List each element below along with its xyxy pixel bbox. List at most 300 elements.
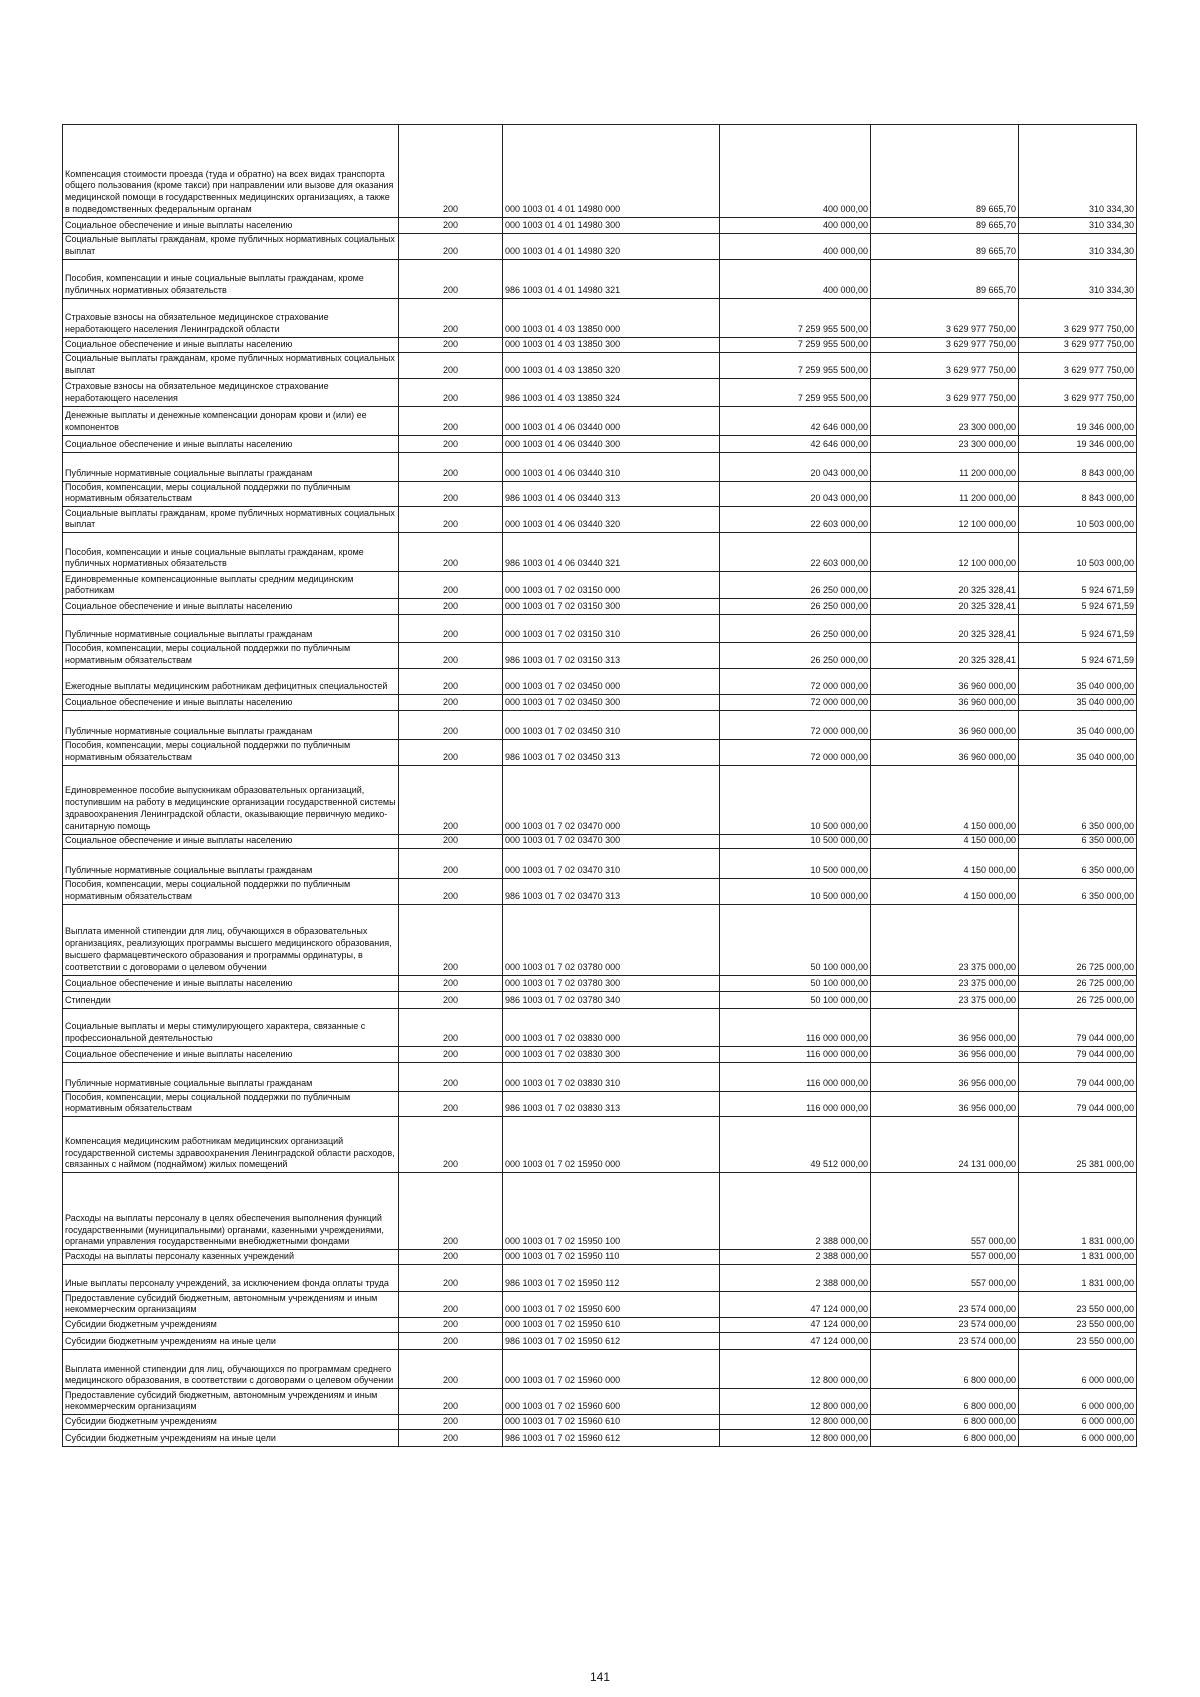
row-budget-code: 986 1003 01 4 03 13850 324 <box>503 378 720 406</box>
table-row <box>63 975 1137 991</box>
row-name: Пособия, компенсации, меры социальной поддержки по публичным нормативным обязательствам <box>63 481 399 507</box>
table-row <box>63 1333 1137 1350</box>
row-remaining-amount: 10 503 000,00 <box>1019 533 1137 572</box>
table-row <box>63 533 1137 572</box>
table-row <box>63 904 1137 975</box>
row-executed-amount: 4 150 000,00 <box>871 878 1019 904</box>
table-row <box>63 1318 1137 1333</box>
row-executed-amount: 20 325 328,41 <box>871 572 1019 599</box>
row-remaining-amount: 35 040 000,00 <box>1019 740 1137 766</box>
row-line-code: 200 <box>399 218 503 234</box>
row-name: Выплата именной стипендии для лиц, обучающихся по программам среднего медицинского образования, в соответствии с договорами о целевом обучении <box>63 1350 399 1389</box>
row-planned-amount: 47 124 000,00 <box>720 1292 871 1318</box>
row-budget-code: 986 1003 01 7 02 03450 313 <box>503 740 720 766</box>
row-remaining-amount: 310 334,30 <box>1019 234 1137 260</box>
row-name: Публичные нормативные социальные выплаты гражданам <box>63 1062 399 1091</box>
row-planned-amount: 50 100 000,00 <box>720 991 871 1008</box>
row-budget-code: 000 1003 01 4 06 03440 320 <box>503 507 720 533</box>
row-planned-amount: 7 259 955 500,00 <box>720 378 871 406</box>
row-executed-amount: 6 800 000,00 <box>871 1430 1019 1447</box>
row-planned-amount: 10 500 000,00 <box>720 848 871 878</box>
row-line-code: 200 <box>399 711 503 740</box>
row-name: Предоставление субсидий бюджетным, автономным учреждениям и иным некоммерческим организациям <box>63 1292 399 1318</box>
row-name: Субсидии бюджетным учреждениям на иные цели <box>63 1333 399 1350</box>
table-row <box>63 1062 1137 1091</box>
row-planned-amount: 2 388 000,00 <box>720 1173 871 1250</box>
table-row <box>63 452 1137 481</box>
row-executed-amount: 3 629 977 750,00 <box>871 298 1019 337</box>
row-name: Публичные нормативные социальные выплаты гражданам <box>63 848 399 878</box>
row-budget-code: 000 1003 01 4 01 14980 320 <box>503 234 720 260</box>
row-planned-amount: 116 000 000,00 <box>720 1091 871 1117</box>
row-remaining-amount: 3 629 977 750,00 <box>1019 337 1137 352</box>
row-remaining-amount: 6 350 000,00 <box>1019 834 1137 848</box>
row-name: Пособия, компенсации, меры социальной поддержки по публичным нормативным обязательствам <box>63 643 399 669</box>
row-executed-amount: 557 000,00 <box>871 1250 1019 1265</box>
row-executed-amount: 89 665,70 <box>871 125 1019 218</box>
row-executed-amount: 23 574 000,00 <box>871 1318 1019 1333</box>
row-name: Единовременное пособие выпускникам образовательных организаций, поступившим на работу в медицинские организации государственной системы здравоохранения Ленинградской области, оказывающие первичную медико-санитарную помощь <box>63 765 399 834</box>
row-budget-code: 000 1003 01 7 02 03450 000 <box>503 669 720 695</box>
row-line-code: 200 <box>399 695 503 711</box>
row-line-code: 200 <box>399 669 503 695</box>
row-remaining-amount: 25 381 000,00 <box>1019 1117 1137 1173</box>
table-row <box>63 711 1137 740</box>
table-row <box>63 234 1137 260</box>
table-row <box>63 848 1137 878</box>
row-executed-amount: 4 150 000,00 <box>871 765 1019 834</box>
row-executed-amount: 89 665,70 <box>871 218 1019 234</box>
row-remaining-amount: 1 831 000,00 <box>1019 1265 1137 1292</box>
row-budget-code: 986 1003 01 7 02 03470 313 <box>503 878 720 904</box>
row-line-code: 200 <box>399 507 503 533</box>
row-line-code: 200 <box>399 125 503 218</box>
row-name: Субсидии бюджетным учреждениям <box>63 1318 399 1333</box>
budget-table-body <box>63 125 1137 1447</box>
row-budget-code: 986 1003 01 7 02 15960 612 <box>503 1430 720 1447</box>
row-name: Социальное обеспечение и иные выплаты населению <box>63 337 399 352</box>
row-remaining-amount: 6 000 000,00 <box>1019 1430 1137 1447</box>
row-planned-amount: 400 000,00 <box>720 234 871 260</box>
row-name: Социальное обеспечение и иные выплаты населению <box>63 1046 399 1062</box>
table-row <box>63 991 1137 1008</box>
row-remaining-amount: 6 000 000,00 <box>1019 1389 1137 1415</box>
row-name: Субсидии бюджетным учреждениям на иные цели <box>63 1430 399 1447</box>
row-name: Социальные выплаты и меры стимулирующего характера, связанные с профессиональной деятельностью <box>63 1008 399 1046</box>
row-name: Расходы на выплаты персоналу в целях обеспечения выполнения функций государственными (муниципальными) органами, казенными учреждениями, органами управления государственными внебюджетными фондами <box>63 1173 399 1250</box>
row-executed-amount: 3 629 977 750,00 <box>871 337 1019 352</box>
row-budget-code: 986 1003 01 7 02 03780 340 <box>503 991 720 1008</box>
row-budget-code: 986 1003 01 4 06 03440 313 <box>503 481 720 507</box>
row-planned-amount: 72 000 000,00 <box>720 669 871 695</box>
row-planned-amount: 7 259 955 500,00 <box>720 352 871 378</box>
row-executed-amount: 24 131 000,00 <box>871 1117 1019 1173</box>
row-line-code: 200 <box>399 533 503 572</box>
row-budget-code: 000 1003 01 7 02 15950 100 <box>503 1173 720 1250</box>
row-executed-amount: 6 800 000,00 <box>871 1350 1019 1389</box>
row-name: Публичные нормативные социальные выплаты гражданам <box>63 615 399 643</box>
row-remaining-amount: 19 346 000,00 <box>1019 406 1137 435</box>
row-planned-amount: 400 000,00 <box>720 125 871 218</box>
table-row <box>63 298 1137 337</box>
row-name: Социальные выплаты гражданам, кроме публичных нормативных социальных выплат <box>63 507 399 533</box>
row-budget-code: 986 1003 01 7 02 03830 313 <box>503 1091 720 1117</box>
row-executed-amount: 4 150 000,00 <box>871 848 1019 878</box>
row-budget-code: 000 1003 01 4 03 13850 300 <box>503 337 720 352</box>
row-remaining-amount: 1 831 000,00 <box>1019 1173 1137 1250</box>
row-remaining-amount: 23 550 000,00 <box>1019 1318 1137 1333</box>
row-name: Социальные выплаты гражданам, кроме публичных нормативных социальных выплат <box>63 352 399 378</box>
table-row <box>63 218 1137 234</box>
row-planned-amount: 400 000,00 <box>720 218 871 234</box>
row-planned-amount: 72 000 000,00 <box>720 740 871 766</box>
table-row <box>63 878 1137 904</box>
row-planned-amount: 20 043 000,00 <box>720 452 871 481</box>
table-row <box>63 1389 1137 1415</box>
row-executed-amount: 12 100 000,00 <box>871 533 1019 572</box>
row-line-code: 200 <box>399 378 503 406</box>
row-name: Иные выплаты персоналу учреждений, за исключением фонда оплаты труда <box>63 1265 399 1292</box>
row-executed-amount: 12 100 000,00 <box>871 507 1019 533</box>
row-name: Пособия, компенсации, меры социальной поддержки по публичным нормативным обязательствам <box>63 878 399 904</box>
row-executed-amount: 4 150 000,00 <box>871 834 1019 848</box>
row-remaining-amount: 5 924 671,59 <box>1019 643 1137 669</box>
row-remaining-amount: 310 334,30 <box>1019 259 1137 298</box>
table-row <box>63 1430 1137 1447</box>
row-remaining-amount: 6 350 000,00 <box>1019 878 1137 904</box>
row-budget-code: 000 1003 01 7 02 03450 300 <box>503 695 720 711</box>
row-line-code: 200 <box>399 234 503 260</box>
row-planned-amount: 10 500 000,00 <box>720 878 871 904</box>
row-planned-amount: 10 500 000,00 <box>720 834 871 848</box>
row-executed-amount: 11 200 000,00 <box>871 481 1019 507</box>
row-remaining-amount: 6 000 000,00 <box>1019 1415 1137 1430</box>
row-planned-amount: 72 000 000,00 <box>720 695 871 711</box>
row-planned-amount: 7 259 955 500,00 <box>720 337 871 352</box>
row-remaining-amount: 310 334,30 <box>1019 218 1137 234</box>
row-budget-code: 000 1003 01 4 01 14980 300 <box>503 218 720 234</box>
row-name: Публичные нормативные социальные выплаты гражданам <box>63 452 399 481</box>
row-name: Предоставление субсидий бюджетным, автономным учреждениям и иным некоммерческим организациям <box>63 1389 399 1415</box>
row-planned-amount: 22 603 000,00 <box>720 533 871 572</box>
row-remaining-amount: 3 629 977 750,00 <box>1019 298 1137 337</box>
row-line-code: 200 <box>399 1318 503 1333</box>
row-line-code: 200 <box>399 740 503 766</box>
row-name: Расходы на выплаты персоналу казенных учреждений <box>63 1250 399 1265</box>
row-planned-amount: 20 043 000,00 <box>720 481 871 507</box>
table-row <box>63 1250 1137 1265</box>
row-name: Выплата именной стипендии для лиц, обучающихся в образовательных организациях, реализующих программы высшего медицинского образования, высшего фармацевтического образования и программы ординатуры, в соответствии с договорами о целевом обучении <box>63 904 399 975</box>
row-line-code: 200 <box>399 878 503 904</box>
row-name: Социальное обеспечение и иные выплаты населению <box>63 435 399 452</box>
row-executed-amount: 89 665,70 <box>871 259 1019 298</box>
row-remaining-amount: 5 924 671,59 <box>1019 572 1137 599</box>
page-number: 141 <box>589 1670 611 1684</box>
row-remaining-amount: 26 725 000,00 <box>1019 904 1137 975</box>
table-row <box>63 740 1137 766</box>
row-line-code: 200 <box>399 1117 503 1173</box>
row-executed-amount: 36 960 000,00 <box>871 740 1019 766</box>
table-row <box>63 615 1137 643</box>
row-planned-amount: 50 100 000,00 <box>720 975 871 991</box>
table-row <box>63 378 1137 406</box>
row-remaining-amount: 6 350 000,00 <box>1019 848 1137 878</box>
row-remaining-amount: 79 044 000,00 <box>1019 1008 1137 1046</box>
row-budget-code: 000 1003 01 7 02 15950 110 <box>503 1250 720 1265</box>
row-executed-amount: 557 000,00 <box>871 1173 1019 1250</box>
row-planned-amount: 50 100 000,00 <box>720 904 871 975</box>
row-line-code: 200 <box>399 1173 503 1250</box>
row-budget-code: 986 1003 01 7 02 15950 612 <box>503 1333 720 1350</box>
table-row <box>63 125 1137 218</box>
row-remaining-amount: 8 843 000,00 <box>1019 452 1137 481</box>
row-budget-code: 000 1003 01 4 03 13850 320 <box>503 352 720 378</box>
row-remaining-amount: 26 725 000,00 <box>1019 991 1137 1008</box>
table-row <box>63 1173 1137 1250</box>
row-remaining-amount: 26 725 000,00 <box>1019 975 1137 991</box>
row-planned-amount: 400 000,00 <box>720 259 871 298</box>
row-planned-amount: 47 124 000,00 <box>720 1333 871 1350</box>
table-row <box>63 1117 1137 1173</box>
row-line-code: 200 <box>399 615 503 643</box>
row-executed-amount: 23 574 000,00 <box>871 1292 1019 1318</box>
row-budget-code: 000 1003 01 7 02 15960 600 <box>503 1389 720 1415</box>
row-line-code: 200 <box>399 765 503 834</box>
row-remaining-amount: 310 334,30 <box>1019 125 1137 218</box>
row-line-code: 200 <box>399 435 503 452</box>
row-executed-amount: 36 960 000,00 <box>871 669 1019 695</box>
row-name: Пособия, компенсации и иные социальные выплаты гражданам, кроме публичных нормативных обязательств <box>63 259 399 298</box>
table-row <box>63 481 1137 507</box>
row-line-code: 200 <box>399 599 503 615</box>
row-planned-amount: 72 000 000,00 <box>720 711 871 740</box>
row-name: Страховые взносы на обязательное медицинское страхование неработающего населения <box>63 378 399 406</box>
row-name: Социальное обеспечение и иные выплаты населению <box>63 218 399 234</box>
row-line-code: 200 <box>399 1250 503 1265</box>
table-row <box>63 352 1137 378</box>
table-row <box>63 337 1137 352</box>
row-line-code: 200 <box>399 643 503 669</box>
row-line-code: 200 <box>399 1415 503 1430</box>
row-name: Стипендии <box>63 991 399 1008</box>
row-executed-amount: 557 000,00 <box>871 1265 1019 1292</box>
row-budget-code: 000 1003 01 7 02 15960 610 <box>503 1415 720 1430</box>
table-row <box>63 435 1137 452</box>
row-name: Социальное обеспечение и иные выплаты населению <box>63 695 399 711</box>
table-row <box>63 599 1137 615</box>
row-executed-amount: 23 375 000,00 <box>871 975 1019 991</box>
row-executed-amount: 36 956 000,00 <box>871 1062 1019 1091</box>
row-planned-amount: 12 800 000,00 <box>720 1389 871 1415</box>
row-budget-code: 000 1003 01 7 02 03470 310 <box>503 848 720 878</box>
row-planned-amount: 12 800 000,00 <box>720 1415 871 1430</box>
table-row <box>63 643 1137 669</box>
row-budget-code: 000 1003 01 7 02 03830 310 <box>503 1062 720 1091</box>
table-row <box>63 669 1137 695</box>
row-executed-amount: 3 629 977 750,00 <box>871 378 1019 406</box>
row-name: Социальное обеспечение и иные выплаты населению <box>63 834 399 848</box>
row-budget-code: 000 1003 01 4 06 03440 310 <box>503 452 720 481</box>
row-name: Пособия, компенсации и иные социальные выплаты гражданам, кроме публичных нормативных обязательств <box>63 533 399 572</box>
row-budget-code: 986 1003 01 7 02 03150 313 <box>503 643 720 669</box>
row-planned-amount: 26 250 000,00 <box>720 615 871 643</box>
row-name: Социальное обеспечение и иные выплаты населению <box>63 599 399 615</box>
row-remaining-amount: 5 924 671,59 <box>1019 599 1137 615</box>
row-line-code: 200 <box>399 1389 503 1415</box>
row-executed-amount: 23 375 000,00 <box>871 991 1019 1008</box>
row-name: Публичные нормативные социальные выплаты гражданам <box>63 711 399 740</box>
row-remaining-amount: 6 350 000,00 <box>1019 765 1137 834</box>
row-line-code: 200 <box>399 991 503 1008</box>
row-executed-amount: 23 375 000,00 <box>871 904 1019 975</box>
row-planned-amount: 26 250 000,00 <box>720 572 871 599</box>
row-remaining-amount: 19 346 000,00 <box>1019 435 1137 452</box>
row-name: Единовременные компенсационные выплаты средним медицинским работникам <box>63 572 399 599</box>
row-budget-code: 000 1003 01 7 02 03470 300 <box>503 834 720 848</box>
table-row <box>63 1350 1137 1389</box>
row-executed-amount: 36 956 000,00 <box>871 1046 1019 1062</box>
row-line-code: 200 <box>399 406 503 435</box>
row-remaining-amount: 79 044 000,00 <box>1019 1091 1137 1117</box>
row-planned-amount: 12 800 000,00 <box>720 1350 871 1389</box>
row-remaining-amount: 23 550 000,00 <box>1019 1292 1137 1318</box>
row-executed-amount: 23 300 000,00 <box>871 435 1019 452</box>
row-executed-amount: 11 200 000,00 <box>871 452 1019 481</box>
row-line-code: 200 <box>399 259 503 298</box>
row-line-code: 200 <box>399 1350 503 1389</box>
row-line-code: 200 <box>399 1008 503 1046</box>
table-row <box>63 695 1137 711</box>
row-budget-code: 000 1003 01 7 02 03780 000 <box>503 904 720 975</box>
row-executed-amount: 6 800 000,00 <box>871 1415 1019 1430</box>
row-remaining-amount: 1 831 000,00 <box>1019 1250 1137 1265</box>
row-remaining-amount: 35 040 000,00 <box>1019 669 1137 695</box>
row-budget-code: 986 1003 01 7 02 15950 112 <box>503 1265 720 1292</box>
row-planned-amount: 26 250 000,00 <box>720 599 871 615</box>
row-name: Субсидии бюджетным учреждениям <box>63 1415 399 1430</box>
row-name: Ежегодные выплаты медицинским работникам дефицитных специальностей <box>63 669 399 695</box>
row-planned-amount: 12 800 000,00 <box>720 1430 871 1447</box>
row-executed-amount: 20 325 328,41 <box>871 643 1019 669</box>
row-remaining-amount: 3 629 977 750,00 <box>1019 352 1137 378</box>
row-line-code: 200 <box>399 975 503 991</box>
row-budget-code: 000 1003 01 4 06 03440 000 <box>503 406 720 435</box>
row-line-code: 200 <box>399 1062 503 1091</box>
row-budget-code: 000 1003 01 4 03 13850 000 <box>503 298 720 337</box>
row-planned-amount: 116 000 000,00 <box>720 1046 871 1062</box>
row-remaining-amount: 8 843 000,00 <box>1019 481 1137 507</box>
row-planned-amount: 42 646 000,00 <box>720 435 871 452</box>
table-row <box>63 572 1137 599</box>
row-executed-amount: 36 956 000,00 <box>871 1008 1019 1046</box>
row-budget-code: 000 1003 01 7 02 03830 300 <box>503 1046 720 1062</box>
row-budget-code: 000 1003 01 7 02 03830 000 <box>503 1008 720 1046</box>
row-executed-amount: 36 960 000,00 <box>871 695 1019 711</box>
row-line-code: 200 <box>399 1292 503 1318</box>
row-line-code: 200 <box>399 572 503 599</box>
row-name: Компенсация медицинским работникам медицинских организаций государственной системы здравоохранения Ленинградской области расходов, связанных с наймом (поднаймом) жилых помещений <box>63 1117 399 1173</box>
table-row <box>63 765 1137 834</box>
row-budget-code: 000 1003 01 7 02 03450 310 <box>503 711 720 740</box>
row-budget-code: 000 1003 01 4 06 03440 300 <box>503 435 720 452</box>
row-planned-amount: 49 512 000,00 <box>720 1117 871 1173</box>
row-planned-amount: 26 250 000,00 <box>720 643 871 669</box>
row-remaining-amount: 79 044 000,00 <box>1019 1062 1137 1091</box>
row-line-code: 200 <box>399 1333 503 1350</box>
row-line-code: 200 <box>399 337 503 352</box>
row-executed-amount: 36 960 000,00 <box>871 711 1019 740</box>
row-executed-amount: 20 325 328,41 <box>871 599 1019 615</box>
row-planned-amount: 116 000 000,00 <box>720 1008 871 1046</box>
table-row <box>63 259 1137 298</box>
row-executed-amount: 89 665,70 <box>871 234 1019 260</box>
row-budget-code: 000 1003 01 7 02 15960 000 <box>503 1350 720 1389</box>
row-planned-amount: 42 646 000,00 <box>720 406 871 435</box>
row-executed-amount: 23 574 000,00 <box>871 1333 1019 1350</box>
row-line-code: 200 <box>399 1046 503 1062</box>
table-row <box>63 1292 1137 1318</box>
row-planned-amount: 7 259 955 500,00 <box>720 298 871 337</box>
row-executed-amount: 20 325 328,41 <box>871 615 1019 643</box>
table-row <box>63 1008 1137 1046</box>
row-planned-amount: 2 388 000,00 <box>720 1250 871 1265</box>
row-budget-code: 000 1003 01 4 01 14980 000 <box>503 125 720 218</box>
row-budget-code: 000 1003 01 7 02 15950 600 <box>503 1292 720 1318</box>
budget-table <box>62 124 1137 1447</box>
row-remaining-amount: 23 550 000,00 <box>1019 1333 1137 1350</box>
table-row <box>63 1415 1137 1430</box>
row-executed-amount: 23 300 000,00 <box>871 406 1019 435</box>
row-remaining-amount: 6 000 000,00 <box>1019 1350 1137 1389</box>
row-line-code: 200 <box>399 904 503 975</box>
table-row <box>63 507 1137 533</box>
table-row <box>63 1265 1137 1292</box>
row-name: Социальные выплаты гражданам, кроме публичных нормативных социальных выплат <box>63 234 399 260</box>
row-name: Социальное обеспечение и иные выплаты населению <box>63 975 399 991</box>
row-name: Денежные выплаты и денежные компенсации донорам крови и (или) ее компонентов <box>63 406 399 435</box>
row-planned-amount: 10 500 000,00 <box>720 765 871 834</box>
row-name: Пособия, компенсации, меры социальной поддержки по публичным нормативным обязательствам <box>63 1091 399 1117</box>
row-executed-amount: 36 956 000,00 <box>871 1091 1019 1117</box>
row-executed-amount: 6 800 000,00 <box>871 1389 1019 1415</box>
row-budget-code: 000 1003 01 7 02 03470 000 <box>503 765 720 834</box>
row-line-code: 200 <box>399 298 503 337</box>
row-executed-amount: 3 629 977 750,00 <box>871 352 1019 378</box>
row-budget-code: 000 1003 01 7 02 03150 300 <box>503 599 720 615</box>
row-planned-amount: 2 388 000,00 <box>720 1265 871 1292</box>
row-budget-code: 986 1003 01 4 06 03440 321 <box>503 533 720 572</box>
table-row <box>63 406 1137 435</box>
row-budget-code: 000 1003 01 7 02 15950 000 <box>503 1117 720 1173</box>
table-row <box>63 1046 1137 1062</box>
row-budget-code: 986 1003 01 4 01 14980 321 <box>503 259 720 298</box>
row-line-code: 200 <box>399 848 503 878</box>
row-planned-amount: 47 124 000,00 <box>720 1318 871 1333</box>
row-budget-code: 000 1003 01 7 02 03150 000 <box>503 572 720 599</box>
row-line-code: 200 <box>399 1265 503 1292</box>
row-name: Компенсация стоимости проезда (туда и обратно) на всех видах транспорта общего пользования (кроме такси) при направлении или вызове для оказания медицинской помощи в государственных медицинских организациях, а также в подведомственных федеральным органам <box>63 125 399 218</box>
row-name: Пособия, компенсации, меры социальной поддержки по публичным нормативным обязательствам <box>63 740 399 766</box>
row-line-code: 200 <box>399 1430 503 1447</box>
row-line-code: 200 <box>399 1091 503 1117</box>
row-remaining-amount: 35 040 000,00 <box>1019 711 1137 740</box>
row-planned-amount: 116 000 000,00 <box>720 1062 871 1091</box>
row-line-code: 200 <box>399 352 503 378</box>
row-remaining-amount: 10 503 000,00 <box>1019 507 1137 533</box>
row-budget-code: 000 1003 01 7 02 03780 300 <box>503 975 720 991</box>
row-remaining-amount: 35 040 000,00 <box>1019 695 1137 711</box>
row-remaining-amount: 79 044 000,00 <box>1019 1046 1137 1062</box>
